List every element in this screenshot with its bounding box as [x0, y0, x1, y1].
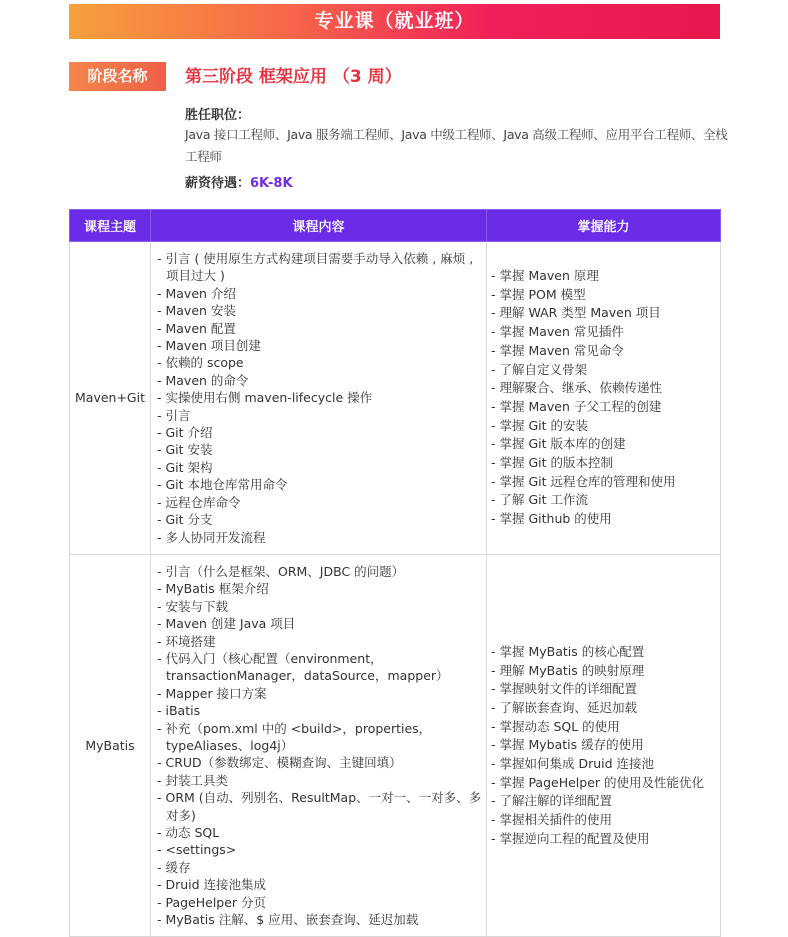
row-skills [487, 554, 721, 937]
skill-item: - 掌握 Maven 原理 [491, 268, 599, 284]
skill-item: - 掌握 Maven 子父工程的创建 [491, 398, 662, 414]
course-table [69, 209, 721, 937]
skill-item: - 掌握 Git 的安装 [491, 417, 588, 433]
table-row [70, 242, 721, 555]
content-item: - 引言 [157, 407, 191, 423]
salary-value: 6K-8K [250, 176, 293, 191]
content-item: - Maven 创建 Java 项目 [157, 616, 296, 632]
content-item: - Maven 的命令 [157, 372, 249, 388]
skill-item: - 掌握 Maven 常见命令 [491, 342, 624, 358]
skill-item: - 理解 MyBatis 的映射原理 [491, 662, 645, 678]
stage-title: 第三阶段 框架应用 （3 周） [185, 67, 402, 87]
skill-item: - 掌握动态 SQL 的使用 [491, 718, 620, 734]
header-topic: 课程主题 [70, 210, 151, 242]
content-item: - iBatis [157, 703, 201, 719]
content-item: - PageHelper 分页 [157, 894, 267, 910]
content-item: - 封装工具类 [157, 772, 228, 788]
salary-line [185, 175, 293, 193]
skill-item: - 掌握映射文件的详细配置 [491, 681, 637, 697]
content-item: - Maven 介绍 [157, 285, 236, 301]
skill-item: - 掌握 Git 远程仓库的管理和使用 [491, 473, 676, 489]
content-item: - Git 分支 [157, 512, 213, 528]
content-item: - MyBatis 注解、$ 应用、嵌套查询、延迟加载 [157, 912, 419, 928]
content-item: - 引言（什么是框架、ORM、JDBC 的问题） [157, 563, 405, 579]
content-item: - 实操使用右侧 maven-lifecycle 操作 [157, 390, 373, 406]
content-item: - 动态 SQL [157, 825, 220, 840]
content-item: - 远程仓库命令 [157, 494, 241, 510]
content-item: - 依赖的 scope [157, 355, 244, 371]
skill-item: - 掌握 PageHelper 的使用及性能优化 [491, 774, 705, 790]
skill-item: - 掌握 Maven 常见插件 [491, 324, 624, 340]
skill-item: - 了解嵌套查询、延迟加载 [491, 699, 637, 715]
skill-item: - 掌握如何集成 Druid 连接池 [491, 756, 655, 772]
content-item: - <settings> [157, 842, 237, 858]
skill-item: - 掌握 Git 的版本控制 [491, 455, 613, 471]
content-item: - CRUD（参数绑定、模糊查询、主键回填） [157, 755, 402, 771]
content-item: - ORM (自动、列别名、ResultMap、一对一、一对多、多对多) [157, 790, 482, 823]
skill-item: - 了解注解的详细配置 [491, 793, 612, 809]
section-banner: 专业课（就业班） [69, 4, 720, 39]
row-content [151, 554, 487, 937]
content-item: - Git 架构 [157, 459, 213, 475]
positions-heading: 胜任职位： [185, 108, 251, 123]
table-row [70, 554, 721, 937]
content-item: - Maven 配置 [157, 320, 236, 336]
positions-text: Java 接口工程师、Java 服务端工程师、Java 中级工程师、Java 高级工程师、应用平台工程师、全栈工程师 [185, 127, 728, 164]
skill-item: - 掌握 Mybatis 缓存的使用 [491, 737, 644, 753]
skill-item: - 掌握 POM 模型 [491, 286, 586, 302]
content-item: - 安装与下载 [157, 598, 228, 614]
skill-item: - 了解自定义骨架 [491, 361, 587, 377]
content-item: - 缓存 [157, 859, 191, 875]
stage-label-badge: 阶段名称 [69, 62, 166, 91]
row-topic: MyBatis [70, 554, 151, 937]
skill-item: - 掌握 Github 的使用 [491, 511, 612, 527]
content-item: - MyBatis 框架介绍 [157, 581, 269, 597]
content-item: - Druid 连接池集成 [157, 877, 267, 893]
row-skills [487, 242, 721, 555]
content-item: - Mapper 接口方案 [157, 685, 267, 701]
content-item: - 代码入门（核心配置（environment，transactionManager，dataSource，mapper） [157, 650, 449, 684]
skill-item: - 理解聚合、继承、依赖传递性 [491, 380, 662, 396]
skill-item: - 掌握逆向工程的配置及使用 [491, 830, 650, 846]
salary-label: 薪资待遇： [185, 176, 251, 191]
content-item: - 环境搭建 [157, 633, 216, 649]
content-item: - 补充（pom.xml 中的 <build>，properties，typeAliases、log4j） [157, 720, 432, 753]
content-item: - 多人协同开发流程 [157, 529, 266, 545]
content-item: - Maven 安装 [157, 303, 236, 319]
header-skills: 掌握能力 [487, 210, 721, 242]
content-item: - Git 本地仓库常用命令 [157, 477, 288, 493]
row-content [151, 242, 487, 555]
content-item: - Git 介绍 [157, 425, 213, 441]
row-topic: Maven+Git [70, 242, 151, 555]
skill-item: - 掌握 MyBatis 的核心配置 [491, 643, 645, 659]
table-body [70, 242, 721, 937]
skill-item: - 理解 WAR 类型 Maven 项目 [491, 305, 661, 321]
skill-item: - 了解 Git 工作流 [491, 492, 588, 508]
table-header-row [70, 210, 721, 242]
content-item: - 引言 ( 使用原生方式构建项目需要手动导入依赖 , 麻烦 , 项目过大 ) [157, 251, 474, 284]
skill-item: - 掌握 Git 版本库的创建 [491, 436, 626, 452]
content-item: - Git 安装 [157, 442, 213, 458]
header-content: 课程内容 [151, 210, 487, 242]
content-item: - Maven 项目创建 [157, 338, 261, 354]
skill-item: - 掌握相关插件的使用 [491, 812, 612, 828]
